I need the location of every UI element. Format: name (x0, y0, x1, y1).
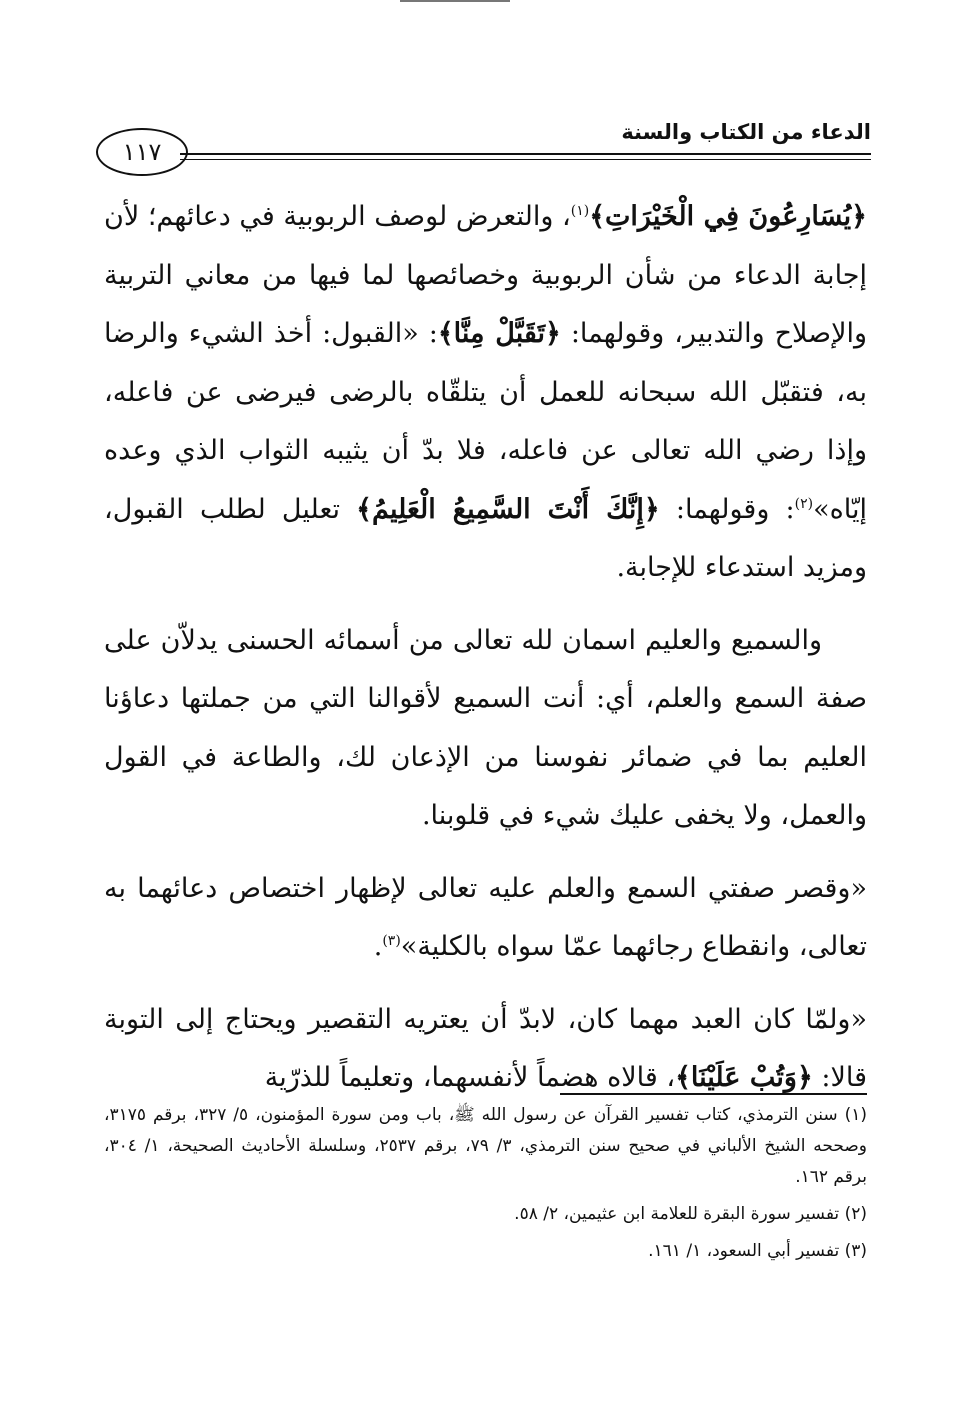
header-rule (180, 153, 871, 155)
footnote-text: سنن الترمذي، كتاب تفسير القرآن عن رسول الله ﷺ، باب ومن سورة المؤمنون، ٥/ ٣٢٧، برقم ٣١٧٥، وصححه الشيخ الألباني في صحيح سنن الترمذي، ٣/ ٧٩، برقم ٢٥٣٧، وسلسلة الأحاديث الصحيحة، ١/ ٣٠٤، برقم ١٦٢. (104, 1105, 867, 1187)
footnote-3 (104, 1236, 867, 1267)
quran-quote-1: ﴿يُسَارِعُونَ فِي الْخَيْرَاتِ﴾ (589, 201, 867, 232)
footnote-ref-3: (٣) (382, 933, 401, 949)
paragraph-3 (104, 860, 867, 977)
footnote-text: تفسير سورة البقرة للعلامة ابن عثيمين، ٢/ ٥٨. (514, 1204, 840, 1224)
paragraph-4-text-a: «ولمّا كان العبد مهما كان، لابدّ أن يعتريه التقصير ويحتاج إلى التوبة قالا: (104, 1003, 867, 1093)
paragraph-4 (104, 991, 867, 1108)
footnote-2 (104, 1199, 867, 1230)
page-header (96, 120, 871, 180)
footnote-ref-1: (١) (570, 203, 590, 219)
page-number (96, 128, 188, 176)
header-rule-thin (180, 159, 871, 160)
main-text (104, 188, 867, 1108)
quran-quote-4: ﴿وَتُبْ عَلَيْنَا﴾ (675, 1062, 813, 1093)
footnote-marker: (٢) (844, 1204, 867, 1224)
footnotes (104, 1100, 867, 1273)
paragraph-1-text-a: ، والتعرض لوصف الربوبية في دعائهم؛ لأن إجابة الدعاء من شأن الربوبية وخصائصها لما فيها من معاني التربية والإصلاح والتدبير، وقولهما: (104, 201, 868, 349)
quran-quote-2: ﴿تَقَبَّلْ مِنَّا﴾ (437, 318, 561, 349)
paragraph-1 (104, 188, 867, 598)
footnote-marker: (٣) (844, 1241, 867, 1261)
paragraph-1-text-b: : «القبول: أخذ الشيء والرضا به، فتقبّل الله سبحانه للعمل أن يتلقّاه بالرضى فيرضى عن فاعله، وإذا رضي الله تعالى عن فاعله، فلا بدّ أن يثيبه الثواب الذي وعده إيّاه» (104, 318, 868, 525)
footnote-separator (560, 1093, 867, 1095)
footnote-1 (104, 1100, 867, 1193)
page-number-text: ١١٧ (122, 138, 162, 166)
paragraph-4-text-b: ، قالاه هضماً لأنفسهما، وتعليماً للذرّية (264, 1062, 676, 1093)
quran-quote-3: ﴿إِنَّكَ أَنْتَ السَّمِيعُ الْعَلِيمُ﴾ (356, 493, 660, 525)
top-edge-rule (400, 0, 510, 2)
paragraph-1-text-c: : وقولهما: (659, 493, 795, 525)
footnote-marker: (١) (844, 1105, 867, 1125)
footnote-ref-2: (٢) (794, 495, 814, 512)
paragraph-2: والسميع والعليم اسمان لله تعالى من أسمائه الحسنى يدلاّن على صفة السمع والعلم، أي: أنت السميع لأقوالنا التي من جملتها دعاؤنا العليم بما في ضمائر نفوسنا من الإذعان لك، والطاعة في القول والعمل، ولا يخفى عليك شيء في قلوبنا. (104, 624, 867, 831)
running-title: الدعاء من الكتاب والسنة (621, 120, 871, 144)
paragraph-3-text: «وقصر صفتي السمع والعلم عليه تعالى لإظهار اختصاص دعائهما به تعالى، وانقطاع رجائهما عمّا سواه بالكلية» (104, 872, 867, 962)
paragraph-1-text-d: تعليل لطلب القبول، ومزيد استدعاء للإجابة. (104, 493, 867, 583)
footnote-text: تفسير أبي السعود، ١/ ١٦١. (648, 1241, 840, 1261)
paragraph-3-end: . (373, 931, 383, 962)
